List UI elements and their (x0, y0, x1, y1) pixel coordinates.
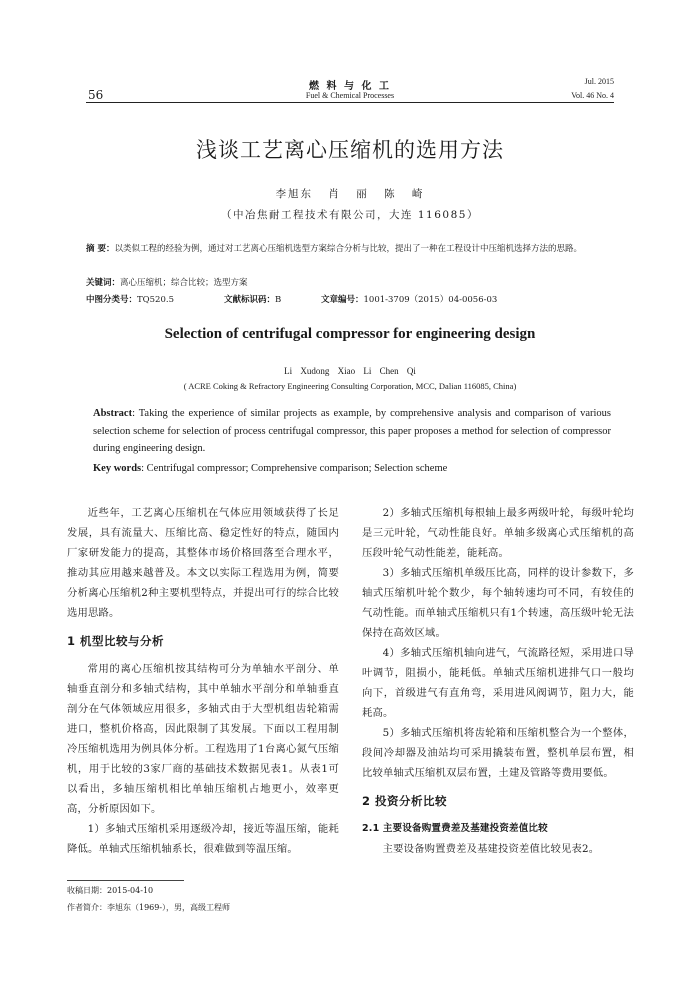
footnote-rule (67, 880, 184, 881)
keywords-en (93, 460, 611, 478)
keywords-cn-label: 关键词： (86, 278, 121, 288)
paragraph: 常用的离心压缩机按其结构可分为单轴水平剖分、单轴垂直剖分和多轴式结构，其中单轴水平剖分和单轴垂直剖分在气体领域应用很多，多轴式由于大型机组齿轮箱需进口，整机价格高，因此限制了其发展。下面以工程用制冷压缩机选用为例具体分析。工程选用了1台离心氮气压缩机，用于比较的3家厂商的基础技术数据见表1。从表1可以看出，多轴压缩机相比单轴压缩机占地更小，效率更高，分析原因如下。 (67, 663, 339, 815)
abstract-en-text: : Taking the experience of similar projects as example, by comprehensive analysis and comparison of various selection scheme for selection of process centrifugal compressor, this paper proposes a method for selection of compressor during engineering design. (93, 408, 611, 454)
journal-name-cn: 燃 料 与 化 工 (309, 81, 391, 92)
page-number: 56 (88, 88, 104, 102)
section-2-1-heading: 2.1 主要设备购置费差及基建投资差值比较 (362, 823, 548, 834)
paragraph: 1）多轴式压缩机采用逐级冷却，接近等温压缩，能耗降低。单轴式压缩机轴系长，很难做到等温压缩。 (67, 823, 339, 855)
section-2-heading: 2 投资分析比较 (362, 794, 448, 808)
intro-paragraph: 近些年，工艺离心压缩机在气体应用领域获得了长足发展，具有流量大、压缩比高、稳定性好的特点，随国内厂家研发能力的提高，其整体市场价格回落至合理水平，推动其应用越来越普及。本文以实际工程选用为例，简要分析离心压缩机2种主要机型特点，并提出可行的综合比较选用思路。 (67, 507, 339, 619)
paragraph: 5）多轴式压缩机将齿轮箱和压缩机整合为一个整体，段间冷却器及油站均可采用撬装布置，整机单层布置，相比较单轴式压缩机双层布置，土建及管路等费用要低。 (362, 727, 634, 779)
paper-title-cn: 浅谈工艺离心压缩机的选用方法 (196, 138, 504, 162)
authors-cn: 李旭东 肖 丽 陈 崎 (275, 188, 425, 200)
author-bio: 作者简介：李旭东（1969-），男，高级工程师 (67, 903, 231, 912)
article-number: 文章编号：1001-3709（2015）04-0056-03 (321, 295, 498, 305)
header-rule (86, 102, 614, 103)
paragraph: 3）多轴式压缩机单级压比高，同样的设计参数下，多轴式压缩机叶轮个数少，每个轴转速均可不同，有较佳的气动性能。而单轴式压缩机只有1个转速，高压级叶轮无法保持在高效区域。 (362, 567, 634, 639)
affiliation-cn: （中冶焦耐工程技术有限公司，大连 116085） (221, 209, 479, 221)
issue-date: Jul. 2015 (584, 77, 614, 86)
abstract-cn-label: 摘 要： (86, 244, 115, 254)
keywords-en-label: Key words (93, 463, 142, 474)
issue-volume: Vol. 46 No. 4 (571, 91, 614, 100)
received-date: 收稿日期：2015-04-10 (67, 886, 154, 895)
affiliation-en: ( ACRE Coking & Refractory Engineering Consulting Corporation, MCC, Dalian 116085, China) (183, 381, 517, 391)
paragraph: 2）多轴式压缩机每根轴上最多两级叶轮，每级叶轮均是三元叶轮，气动性能良好。单轴多级离心式压缩机的高压段叶轮气动性能差，能耗高。 (362, 507, 634, 559)
journal-name-en: Fuel & Chemical Processes (305, 91, 395, 100)
abstract-en (93, 405, 611, 458)
abstract-cn (86, 241, 616, 257)
classification-line (86, 292, 616, 308)
document-code: 文献标识码：B (224, 295, 282, 305)
authors-en: Li Xudong Xiao Li Chen Qi (284, 366, 416, 376)
abstract-en-label: Abstract (93, 408, 133, 419)
paper-title-en: Selection of centrifugal compressor for engineering design (164, 326, 536, 342)
section-1-heading: 1 机型比较与分析 (67, 634, 165, 648)
keywords-cn (86, 275, 616, 291)
body-column-left (67, 503, 339, 859)
clc-number: 中图分类号：TQ520.5 (86, 295, 174, 305)
keywords-cn-text: 离心压缩机；综合比较；选型方案 (120, 278, 248, 288)
abstract-cn-text: 以类似工程的经验为例，通过对工艺离心压缩机选型方案综合分析与比较，提出了一种在工程设计中压缩机选择方法的思路。 (114, 244, 582, 254)
body-column-right (362, 503, 634, 859)
keywords-en-text: : Centrifugal compressor; Comprehensive comparison; Selection scheme (141, 463, 448, 474)
paragraph: 4）多轴式压缩机轴向进气，气流路径短，采用进口导叶调节，阻损小，能耗低。单轴式压缩机进排气口一般均向下，首级进气有直角弯，采用进风阀调节，阻力大，能耗高。 (362, 647, 634, 719)
paragraph: 主要设备购置费差及基建投资差值比较见表2。 (382, 843, 600, 855)
